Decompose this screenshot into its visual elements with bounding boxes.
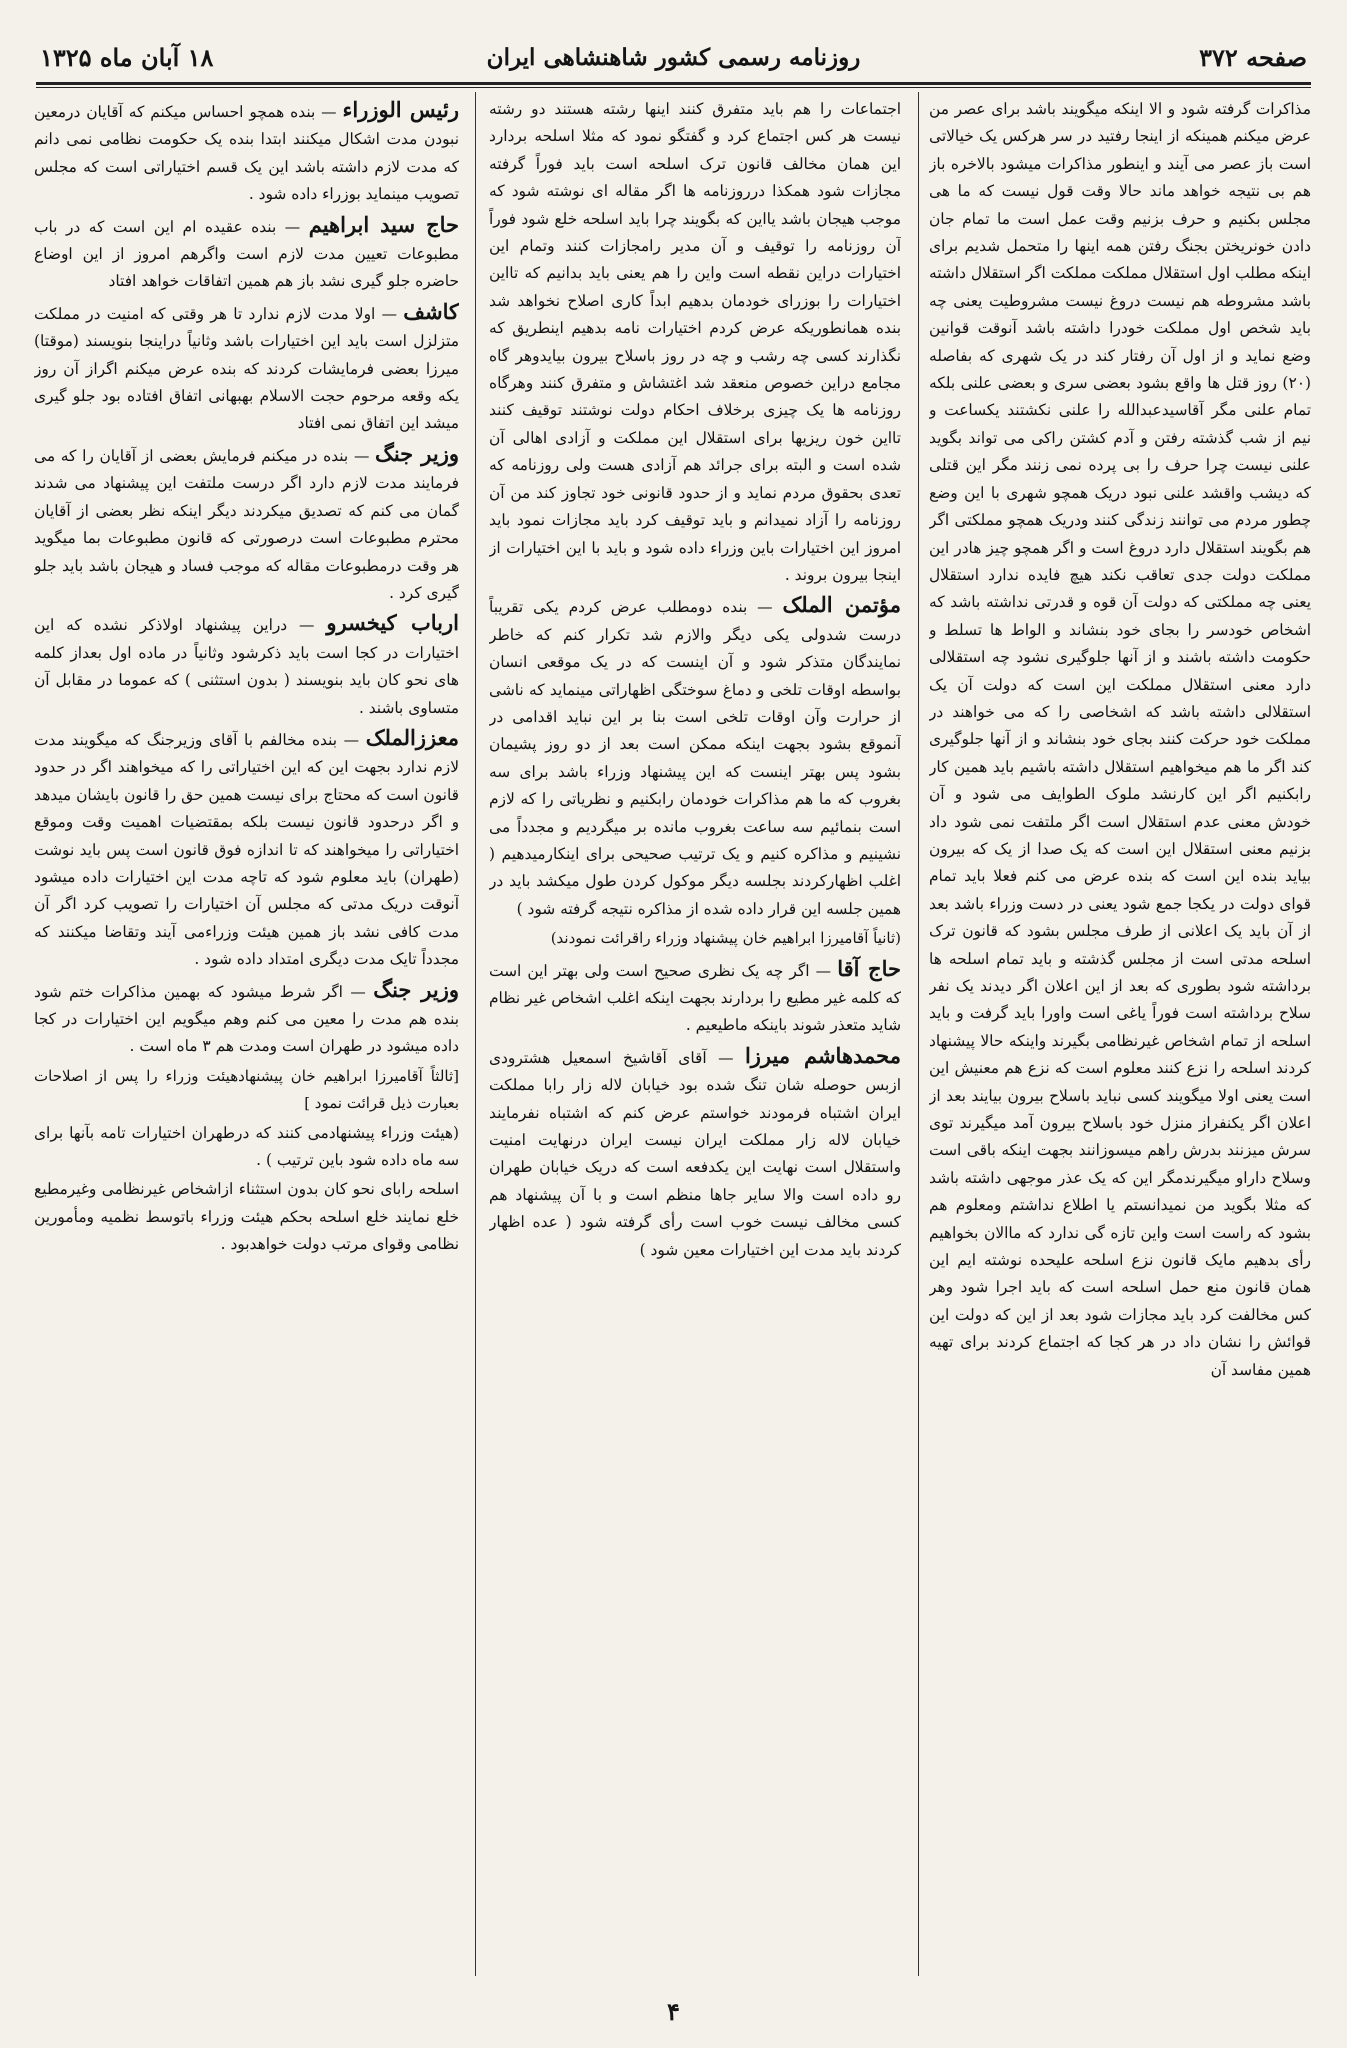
speaker-name: ارباب کیخسرو bbox=[326, 610, 459, 636]
speaker-name: حاج آقا bbox=[837, 955, 901, 981]
speech-text: اولا مدت لازم ندارد تا هر وقتی که امنیت در مملکت متزلزل است باید این اختیارات باشد وثانیاً دراینجا بنویسند (موقتا) میرزا بعضی فرمایشات کردند که بنده عرض میکنم اگراز آن روز یکه وقعه مرحوم حجت الاسلام بهبهانی اتفاق افتاده بود جلو گیری میشد این اتفاق نمی افتاد bbox=[34, 304, 459, 433]
speech-paragraph bbox=[34, 609, 459, 722]
speech-text: بنده عقیده ام این است که در باب مطبوعات تعیین مدت لازم است واگرهم امروز از این اوضاع حاضره جلو گیری نشد باز هم همین اتفاقات خواهد افتاد bbox=[34, 217, 459, 291]
speech-paragraph bbox=[34, 976, 459, 1061]
speaker-dash: — bbox=[276, 217, 309, 236]
bracket-note: [ثالثاً آقامیرزا ابراهیم خان پیشنهادهیئت وزراء را پس از اصلاحات بعبارت ذیل قرائت نمود ] bbox=[34, 1066, 459, 1113]
speech-text: دراین پیشنهاد اولاذکر نشده که این اختیارات در کجا است باید ذکرشود وثانیاً در ماده اول بعداز کلمه های نحو کان باید بنویسند ( بدون استثنی ) که عموما در مقابل آن متساوی باشند . bbox=[34, 616, 459, 717]
column-left bbox=[34, 96, 459, 1968]
speech-text: بنده مخالفم با آقای وزیرجنگ که میگویند مدت لازم ندارد بجهت این که این اختیاراتی را که میخواهند اگر در حدود قانون است که محتاج برای نیست همین حق را قانون بایشان میدهد و اگر درحدود قانون نیست بلکه بمقتضیات اهمیت وقت وموقع اختیاراتی را میخواهند که تا اندازه فوق قانون است پس باید نوشت (طهران) باید معلوم شود که تاچه مدت این اختیارات داده میشود آنوقت دریک مدتی که مجلس آن اختیارات را تصویب کرد اگر آن مدت کافی نشد باز همین هیئت وزراءمی آیند وتقاضا میکنند که مجدداً تایک مدت دیگری امتداد داده شود . bbox=[34, 730, 459, 969]
speech-paragraph bbox=[34, 724, 459, 974]
speaker-name: معززالملک bbox=[365, 724, 459, 750]
body-paragraph: مذاکرات گرفته شود و الا اینکه میگویند باشد برای عصر من عرض میکنم همینکه از اینجا رفتید در سر هرکس یک خیالاتی است باز عصر می آیند و اینطور مذاکرات میشود بالاخره باز هم بی نتیجه خواهد ماند حالا وقت قول نیست که ما هی مجلس بکنیم و حرف بزنیم وقت عمل است ما تمام جان دادن خونریختن بجنگ رفتن همه اینها را متحمل شدیم برای اینکه مطلب اول استقلال مملکت مملکت اگر استقلال داشته باشد مشروطه هم نیست دروغ نیست مشروطیت یعنی چه باید شخص اول مملکت خودرا داشته باشد آنوقت قوانین وضع نماید و از اول آن رفتار کند در یک شهری که بفاصله (۲۰) روز قتل ها واقع بشود بعضی سری و بعضی علنی بلکه تمام علنی مگر آقاسیدعبدالله را علنی نکشتند یکساعت و نیم از شب گذشته رفتن و آدم کشتن راکی می تواند بگوید علنی نیست چرا حرف را بی پرده نمی زنند مگر این قتلی که دیشب واقشد علنی نبود دریک همچو شهری با این وضع چطور مردم می توانند زندگی کنند ودریک همچو مملکتی اگر هم بگویند استقلال دارد دروغ است و اگر همچو چیز هادر این مملکت دولت جدی تعاقب نکند هیچ فایده ندارد استقلال یعنی چه مملکتی که دولت آن قوه و قدرتی نداشته باشد که اشخاص خودسر را بجای خود بنشاند و الواط ها تسلط و حکومت داشته باشند و از آنها جلوگیری نشود چه استقلالی دارد معنی استقلال مملکت این است که دولت آن یک استقلالی داشته باشد که اشخاصی را که می خواهند در مملکت خود حرکت کنند بجای خود بنشاند و از آنها جلوگیری کند اگر ما هم میخواهیم استقلال داشته باشیم باید همین کار رابکنیم اگر این کارنشد ملوک الطوایف می شود و آن خودش معنی عدم استقلال است اگر ملتفت نمی شود داد بزنیم معنی استقلال این است که یک صدا از یک که بیرون بیاید بنده این است که بنده عرض می کنم فعلا باید تمام قوای دولت در یکجا جمع شود یعنی در دست وزراء باشد بعد از آن باید یک اعلانی از طرف مجلس بشود که قانون ترک اسلحه مدتی است از مجلس گذشته و باید تمام اسلحه ها برداشته شود بطوری که بعد از این اعلان اگر دیدند یک نفر سلاح برداشته است فوراً یاغی است واورا باید گرفت و باید اسلحه از تمام اشخاص غیرنظامی بگیرند واینکه حالا پیشنهاد کردند اسلحه را نزع کنند معلوم است که نزع هم معنیش این است یعنی اولا میگویند کسی نباید باسلاح بیرون بیایند بعد از اعلان اگر یکنفراز منزل خود باسلاح بیرون آمد میگیرند توی سرش میزنند بدرش راهم میسوزانند بجهت اینکه باقی است وسلاح داراو میگیرندمگر این که یک عذر موجهی داشته باشد که مثلا بگوید من نمیدانستم یا اطلاع نداشتم ومعلوم هم بشود که راست است واین تازه گی ندارد که ماالان بخواهیم رأی بدهیم مایک قانون نزع اسلحه علیحده نوشته ایم این همان قانون منع حمل اسلحه است که باید اجرا شود وهر کس مخالفت کرد باید مجازات شود بعد از این که دولت این قوائش را نشان داد در هر کجا که اجتماع کردند برای تهیه همین مفاسد آن bbox=[929, 100, 1311, 1379]
header-rule bbox=[36, 82, 1311, 85]
page-number: صفحه ۳۷۲ bbox=[1199, 42, 1307, 72]
speech-text: اگر چه یک نظری صحیح است ولی بهتر این است که کلمه غیر مطیع را بردارند بجهت اینکه اغلب اشخاص غیر نظام شاید متعذر شوند باینکه ماطیعیم . bbox=[489, 961, 901, 1035]
speaker-dash: — bbox=[287, 616, 327, 635]
speech-text: بنده همچو احساس میکنم که آقایان درمعین نبودن مدت اشکال میکنند ابتدا بنده یک حکومت نظامی نمی دانم که مدت لازم داشته باشد این یک قسم اختیاراتی است که مجلس تصویب مینماید بوزراء داده شود . bbox=[34, 103, 459, 204]
speaker-dash: — bbox=[348, 446, 376, 465]
speaker-name: رئیس الوزراء bbox=[342, 97, 459, 122]
speech-text: بنده دومطلب عرض کردم یکی تقریباً درست شدولی یکی دیگر والازم شد تکرار کنم که خاطر نمایندگان متذکر شود و آن اینست که در یک موقعی انسان بواسطه اوقات تلخی و دماغ سوختگی اظهاراتی مینماید که ناشی از حرارت وآن اوقات تلخی است بنا بر این نباید اقدامی در آنموقع بشود بجهت اینکه ممکن است بعد از دو روز پشیمان بشود پس بهتر اینست که این پیشنهاد وزراء باشد برای سه بغروب که ما هم مذاکرات خودمان رابکنیم و نظریاتی را که لازم است بنمائیم سه ساعت بغروب مانده بر میگردیم و مجدداً می نشینیم و مذاکره کنیم و یک ترتیب صحیحی برای اینکارمیدهیم ( اغلب اظهارکردند بجلسه دیگر موکول کردن طول میکشد باید در همین جلسه این قرار داده شده از مذاکره نتیجه گرفته شود ) bbox=[489, 598, 901, 918]
body-paragraph: اجتماعات را هم باید متفرق کنند اینها رشته هستند دو رشته نیست هر کس اجتماع کرد و گفتگو نمود که مثلا اسلحه بردارد این همان مخالف قانون ترک اسلحه است باید فوراً گرفته مجازات شود همکذا درروزنامه ها اگر مقاله ای نوشته شود که موجب هیجان باشد یااین که بگویند چرا باید اسلحه خلع شود فوراً آن روزنامه را توقیف و آن مدیر رامجازات کنند وتمام این اختیارات دراین نقطه است واین را هم یعنی باید بدانیم که تااین اختیارات را بوزرای خودمان بدهیم ابداً کاری اصلاح نخواهد شد بنده همانطوریکه عرض کردم اختیارات نامه بدهیم اینطریق که نگذارند کسی چه رشب و چه در روز باسلاح بیرون بیایدوهر گاه مجامع دراین خصوص منعقد شد اغتشاش و متفرق کنند وهرگاه روزنامه ها یک چیزی برخلاف احکام دولت نوشتند توقیف کنند تااین خون ریزیها برای استقلال این مملکت و آزادی اهالی آن شده است و البته برای جرائد هم آزادی هست ولی روزنامه که تعدی بحقوق مردم نماید و از حدود قانونی خود تجاوز کند من آن روزنامه را آزاد نمیدانم و باید توقیف کرد باید مجازات نمود باید امروز این اختیارات باین وزراء داده شود و باید با این اختیارات از اینجا بیرون بروند . bbox=[489, 100, 901, 584]
column-middle bbox=[489, 96, 901, 1968]
newspaper-title: روزنامه رسمی کشور شاهنشاهی ایران bbox=[486, 43, 861, 71]
speech-paragraph bbox=[34, 96, 459, 209]
speech-text: بنده در میکنم فرمایش بعضی از آقایان را که می فرمایند مدت لازم دارد اگر درست ملتفت این پیشنهاد می شدند گمان می کنم که تصدیق میکردند دیگر اینکه نظر بعضی از آقایان محترم مطبوعات است درصورتی که قانون مطبوعات بما میگوید هر وقت درمطبوعات مقاله که موجب فساد و هیجان باشد باید جلو گیری کرد . bbox=[34, 446, 459, 602]
column-divider bbox=[918, 92, 919, 1976]
column-right bbox=[929, 96, 1311, 1968]
speech-text: آقای آقاشیخ اسمعیل هشترودی ازبس حوصله شان تنگ شده بود خیابان لاله زار رابا مملکت ایران اشتباه فرمودند خواستم عرض کنم که اشتباه نفرمایند خیابان لاله زار مملکت ایران نیست ایران درنهایت امنیت واستقلال است نهایت این یکدفعه است که دریک خیابان طهران رو داده است والا سایر جاها منظم است و با آن پیشنهاد هم کسی مخالف نیست خوب است رأی گرفته شود ( عده اظهار کردند باید مدت این اختیارات معین شود ) bbox=[489, 1048, 901, 1259]
speaker-name: محمدهاشم میرزا bbox=[744, 1042, 901, 1068]
page-footer-marker: ۴ bbox=[667, 1997, 680, 2026]
column-divider bbox=[475, 92, 476, 1976]
bracket-note: (ثانیاً آقامیرزا ابراهیم خان پیشنهاد وزراء راقرائت نمودند) bbox=[550, 929, 901, 948]
speech-paragraph bbox=[489, 591, 901, 923]
page-header bbox=[40, 34, 1307, 80]
speaker-dash: — bbox=[706, 1048, 745, 1067]
speech-paragraph bbox=[34, 211, 459, 296]
speaker-name: کاشف bbox=[403, 298, 459, 324]
speaker-dash: — bbox=[342, 982, 374, 1001]
speaker-dash: — bbox=[375, 304, 404, 323]
speech-paragraph bbox=[489, 1042, 901, 1264]
speech-text: اگر شرط میشود که بهمین مذاکرات ختم شود بنده هم مدت را معین می کنم وهم میگویم این اختیارات در کجا داده میشود در طهران است ومدت هم ۳ ماه است . bbox=[34, 982, 459, 1056]
speech-paragraph bbox=[489, 955, 901, 1040]
speaker-dash: — bbox=[315, 103, 343, 121]
speaker-name: مؤتمن الملک bbox=[782, 592, 901, 618]
speaker-dash: — bbox=[809, 961, 838, 980]
speaker-dash: — bbox=[337, 730, 366, 749]
speaker-name: حاج سید ابراهیم bbox=[308, 211, 459, 237]
speaker-name: وزیر جنگ bbox=[375, 440, 459, 466]
speech-paragraph bbox=[34, 298, 459, 438]
body-paragraph: اسلحه رابای نحو کان بدون استثناء ازاشخاص غیرنظامی وغیرمطیع خلع نمایند خلع اسلحه بحکم هیئت وزراء باتوسط نظمیه ومأمورین نظامی وقوای مرتب دولت خواهدبود . bbox=[34, 1180, 459, 1254]
speaker-dash: — bbox=[747, 598, 783, 617]
header-rule-thin bbox=[36, 87, 1311, 88]
speaker-name: وزیر جنگ bbox=[373, 976, 459, 1002]
speech-paragraph bbox=[34, 440, 459, 607]
issue-date: ۱۸ آبان ماه ۱۳۲۵ bbox=[40, 42, 214, 72]
body-paragraph: (هیئت وزراء پیشنهادمی کنند که درطهران اختیارات تامه بآنها برای سه ماه داده شود باین ترتیب ) . bbox=[34, 1123, 459, 1170]
